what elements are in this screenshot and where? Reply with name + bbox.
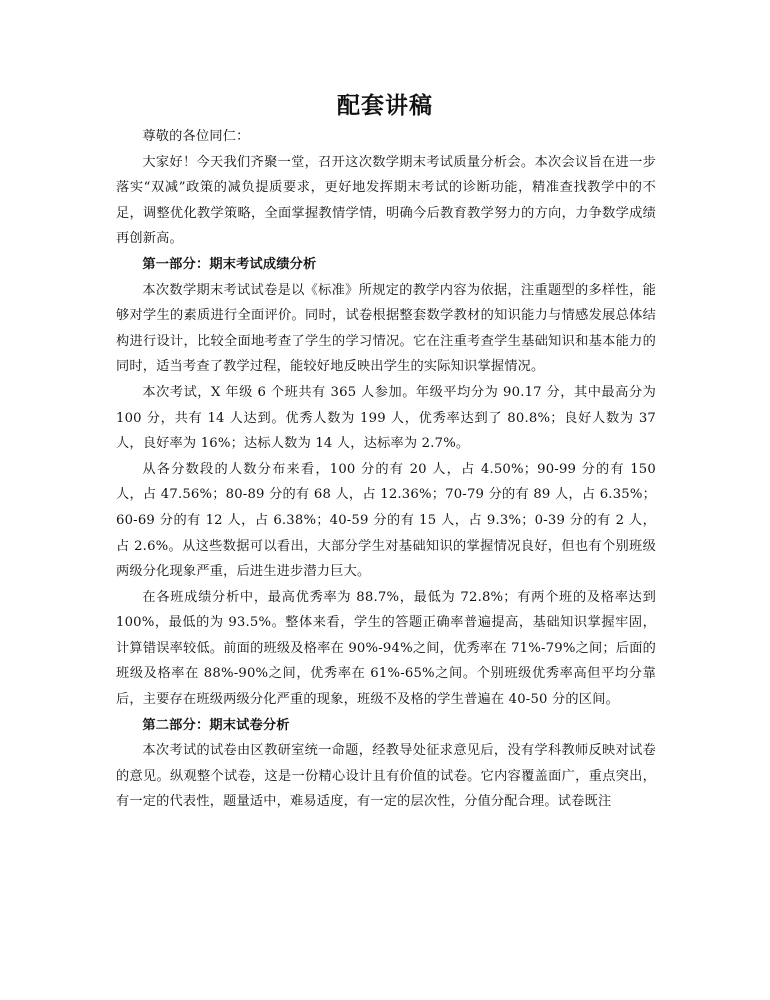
section2-paragraph: 本次考试的试卷由区教研室统一命题，经教导处征求意见后，没有学科教师反映对试卷的意见。纵观整个试卷，这是一份精心设计且有价值的试卷。它内容覆盖面广，重点突出，有一定的代表性，题量适中，难易适度，有一定的层次性，分值分配合理。试卷既注 [116,743,656,810]
document-title: 配套讲稿 [337,92,433,119]
section1-paragraph: 本次数学期末考试试卷是以《标准》所规定的教学内容为依据，注重题型的多样性，能够对学生的素质进行全面评价。同时，试卷根据整套数学教材的知识能力与情感发展总体结构进行设计，比较全面地考查了学生的学习情况。它在注重考查学生基础知识和基本能力的同时，适当考查了教学过程，能较好地反映出学生的实际知识掌握情况。 [116,282,656,375]
section1-paragraph: 在各班成绩分析中，最高优秀率为 88.7%，最低为 72.8%；有两个班的及格率达到 100%，最低的为 93.5%。整体来看，学生的答题正确率普遍提高，基础知识掌握牢固，计算错误率较低。前面的班级及格率在 90%-94%之间，优秀率在 71%-79%之间；后面的班级及格率在 88%-90%之间，优秀率在 61%-65%之间。个别班级优秀率高但平均分靠后，主要存在班级两级分化严重的现象，班级不及格的学生普遍在 40-50 分的区间。 [116,589,656,708]
section1-paragraph: 从各分数段的人数分布来看，100 分的有 20 人，占 4.50%；90-99 分的有 150 人，占 47.56%；80-89 分的有 68 人，占 12.36%；70-79 分的有 89 人，占 6.35%；60-69 分的有 12 人，占 6.38%；40-59 分的有 15 人，占 9.3%；0-39 分的有 2 人，占 2.6%。从这些数据可以看出，大部分学生对基础知识的掌握情况良好，但也有个别班级两级分化现象严重，后进生进步潜力巨大。 [116,461,656,580]
section1-paragraph: 本次考试，X 年级 6 个班共有 365 人参加。年级平均分为 90.17 分，其中最高分为 100 分，共有 14 人达到。优秀人数为 199 人，优秀率达到了 80.8%；良好人数为 37 人，良好率为 16%；达标人数为 14 人，达标率为 2.7%。 [116,384,656,452]
intro-paragraph: 大家好！今天我们齐聚一堂，召开这次数学期末考试质量分析会。本次会议旨在进一步落实“双减”政策的减负提质要求，更好地发挥期末考试的诊断功能，精准查找教学中的不足，调整优化教学策略，全面掌握教情学情，明确今后教育教学努力的方向，力争数学成绩再创新高。 [116,154,656,247]
salutation: 尊敬的各位同仁： [142,129,250,144]
section-heading-1: 第一部分：期末考试成绩分析 [142,256,317,272]
document-body [116,124,656,815]
section-heading-2: 第二部分：期末试卷分析 [142,717,290,733]
